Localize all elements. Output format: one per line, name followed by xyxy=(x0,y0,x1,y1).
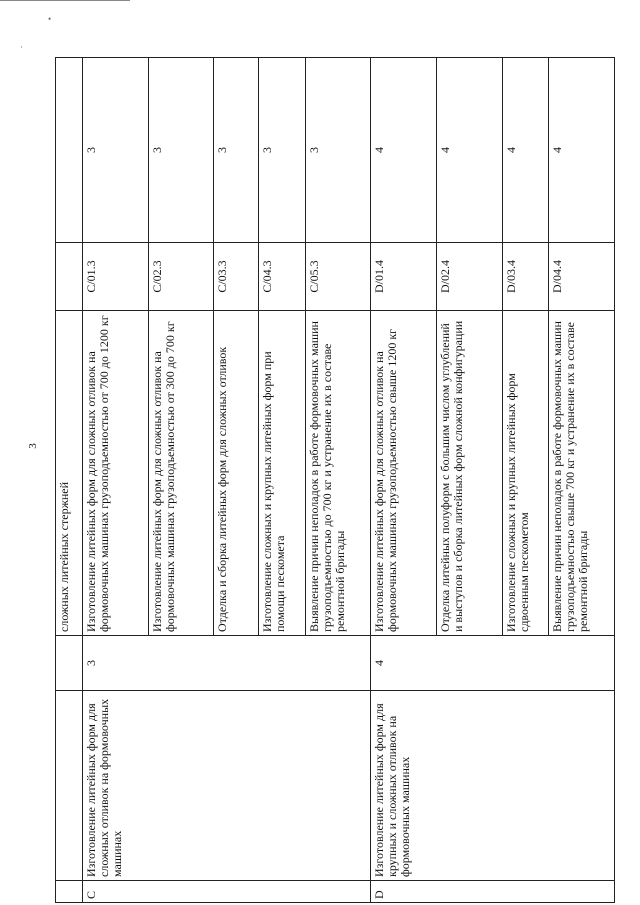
scan-edge-line xyxy=(0,0,130,1)
function-title: Выявление причин неполадок в работе формовочных машин грузоподъемностью свыше 700 кг и устранение их в составе ремонтной бригады xyxy=(549,311,615,636)
function-code: C/03.3 xyxy=(214,243,259,311)
function-title: Изготовление литейных форм для сложных отливок на формовочных машинах грузоподъемностью от 300 до 700 кг xyxy=(148,311,214,636)
function-title: Отделка и сборка литейных форм для сложных отливок xyxy=(214,311,259,636)
function-level: 4 xyxy=(549,58,615,243)
function-code: D/01.4 xyxy=(371,243,437,311)
group-name: Изготовление литейных форм для крупных и сложных отливок на формовочных машинах xyxy=(371,691,615,881)
table-row xyxy=(82,58,148,903)
function-title: Изготовление сложных и крупных литейных форм сдвоенным пескометом xyxy=(502,311,548,636)
group-name: Изготовление литейных форм для сложных отливок на формовочных машинах xyxy=(82,691,370,881)
group-letter: D xyxy=(371,881,615,903)
table-cell xyxy=(56,691,83,881)
function-level: 4 xyxy=(437,58,503,243)
function-code: C/02.3 xyxy=(148,243,214,311)
table-cell xyxy=(56,243,83,311)
function-code: D/02.4 xyxy=(437,243,503,311)
table-cell xyxy=(56,636,83,691)
function-code: C/05.3 xyxy=(305,243,371,311)
function-code: D/04.4 xyxy=(549,243,615,311)
function-title: Изготовление литейных форм для сложных отливок на формовочных машинах грузоподъемностью от 700 до 1200 кг xyxy=(82,311,148,636)
table-cell xyxy=(56,881,83,903)
function-level: 3 xyxy=(259,58,305,243)
group-level: 4 xyxy=(371,636,615,691)
function-title: Отделка литейных полуформ с большим числом углублений и выступов и сборка литейных форм сложной конфигурации xyxy=(437,311,503,636)
continuation-cell: сложных литейных стержней xyxy=(56,311,83,636)
group-letter: C xyxy=(82,881,370,903)
function-level: 4 xyxy=(502,58,548,243)
table-row xyxy=(56,58,83,903)
group-level: 3 xyxy=(82,636,370,691)
scan-mark: • xyxy=(48,14,52,24)
function-code: C/01.3 xyxy=(82,243,148,311)
function-code: D/03.4 xyxy=(502,243,548,311)
function-level: 3 xyxy=(305,58,371,243)
table-row xyxy=(371,58,437,903)
function-level: 3 xyxy=(148,58,214,243)
rotated-table-wrapper xyxy=(55,58,615,903)
function-code: C/04.3 xyxy=(259,243,305,311)
scan-mark: · xyxy=(20,42,23,52)
function-level: 4 xyxy=(371,58,437,243)
function-title: Изготовление литейных форм для сложных отливок на формовочных машинах грузоподъемностью свыше 1200 кг xyxy=(371,311,437,636)
function-title: Изготовление сложных и крупных литейных форм при помощи пескомета xyxy=(259,311,305,636)
labor-functions-table xyxy=(55,57,615,903)
function-title: Выявление причин неполадок в работе формовочных машин грузоподъемностью до 700 кг и устранение их в составе ремонтной бригады xyxy=(305,311,371,636)
function-level: 3 xyxy=(82,58,148,243)
function-level: 3 xyxy=(214,58,259,243)
table-cell xyxy=(56,58,83,243)
page-number: 3 xyxy=(26,443,39,449)
